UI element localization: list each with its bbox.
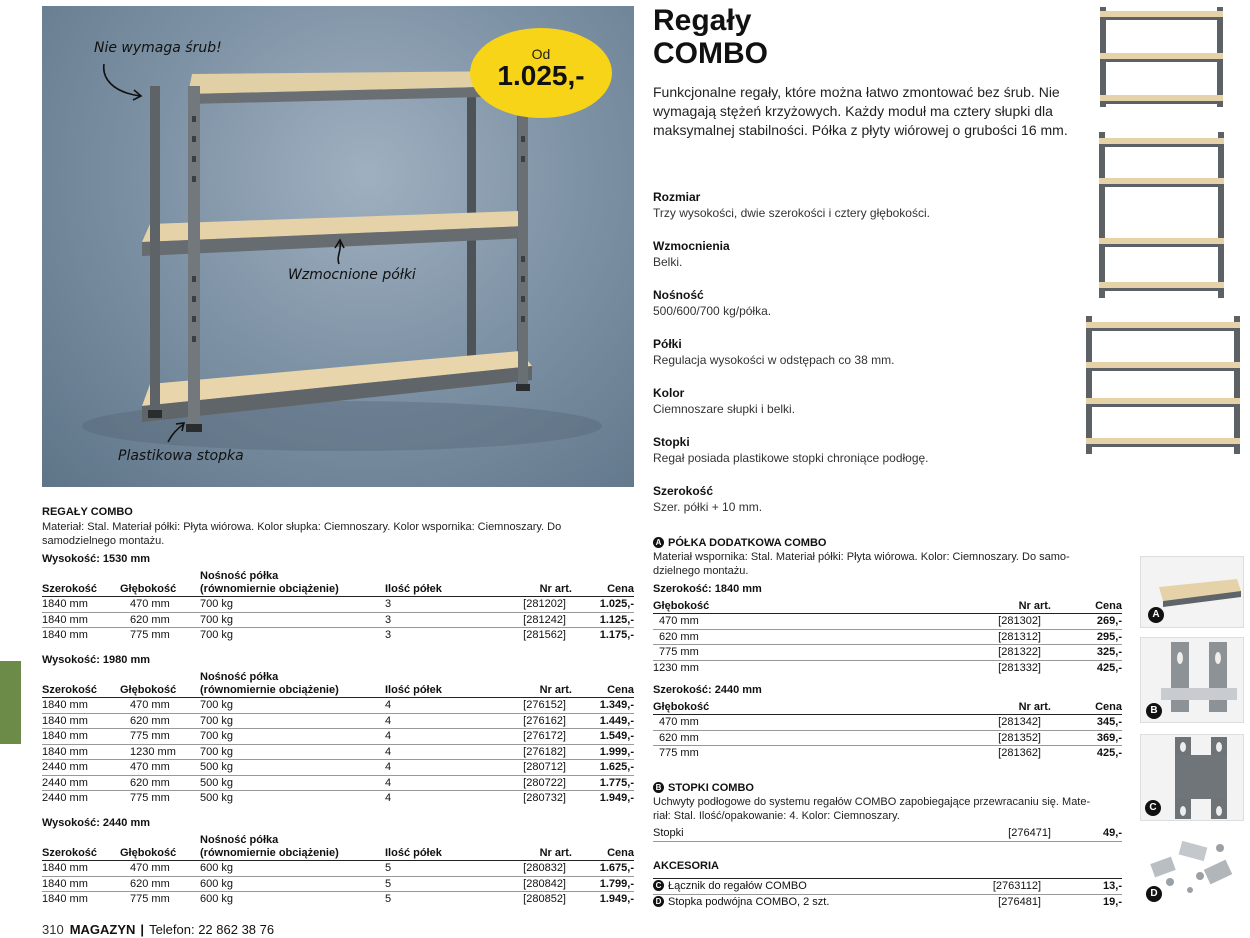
table-row: [653, 660, 1122, 675]
spec-heading: Nośność: [653, 288, 704, 302]
product-description: Funkcjonalne regały, które można łatwo zmontować bez śrub. Nie wymagają stężeń krzyżowych. Każdy moduł ma cztery słupki dla maksymalnej stabilności. Półka z płyty wiórowej o grubości 16 mm.: [653, 84, 1068, 138]
spec-color: [653, 386, 1073, 417]
section-tab: [0, 661, 21, 744]
table-header-row: [42, 671, 634, 698]
cell-depth: 470 mm: [120, 597, 200, 613]
cell-shelves: 5: [385, 892, 495, 907]
cell-art: [280852]: [495, 892, 572, 907]
cell-load: 700 kg: [200, 729, 385, 745]
width-group-label: Szerokość: 1840 mm: [653, 583, 762, 595]
cell-depth: 775 mm: [120, 791, 200, 806]
cell-depth: 470 mm: [120, 861, 200, 877]
spec-heading: Kolor: [653, 386, 685, 400]
feet-title-text: STOPKI COMBO: [668, 782, 754, 794]
col-price: Cena: [1095, 600, 1122, 612]
height-group-label: Wysokość: 2440 mm: [42, 817, 151, 829]
spec-shelves: [653, 337, 1073, 368]
cell-price: 1.999,-: [572, 744, 634, 760]
cell-shelves: 5: [385, 876, 495, 892]
table-row: [42, 628, 634, 643]
cell-width: 1840 mm: [42, 876, 120, 892]
cell-depth: 620 mm: [653, 629, 803, 645]
cell-price: 269,-: [1051, 614, 1122, 630]
cell-shelves: 3: [385, 597, 495, 613]
col-depth: Głębokość: [653, 600, 710, 612]
cell-shelves: 4: [385, 744, 495, 760]
col-load-line1: Nośność półka: [200, 834, 279, 846]
cell-art: [281352]: [803, 730, 1051, 746]
cell-depth: 1230 mm: [120, 744, 200, 760]
price-badge-prefix: Od: [531, 46, 551, 62]
col-shelves: Ilość półek: [385, 847, 442, 859]
table-body: [42, 698, 634, 806]
cell-depth: 620 mm: [653, 730, 803, 746]
cell-price: 1.349,-: [572, 698, 634, 714]
table-row: [653, 715, 1122, 731]
cell-art: [281242]: [495, 612, 572, 628]
cell-price: 1.449,-: [572, 713, 634, 729]
cell-width: 1840 mm: [42, 861, 120, 877]
col-width: Szerokość: [42, 583, 98, 595]
letter-c-icon: C: [653, 880, 664, 891]
shelf-image-4-levels: [1096, 130, 1228, 300]
page-number: 310: [42, 922, 64, 937]
footer-separator: |: [140, 922, 145, 937]
cell-width: 1840 mm: [42, 698, 120, 714]
spec-value: Ciemnoszare słupki i belki.: [653, 402, 796, 416]
table-header-row: [42, 834, 634, 861]
extra-shelf-section: [653, 536, 1123, 761]
cell-art: [276152]: [495, 698, 572, 714]
shelf-image-3-levels: [1097, 5, 1227, 110]
feet-title: [653, 781, 1123, 795]
table-row: [42, 760, 634, 776]
cell-depth: 470 mm: [120, 760, 200, 776]
col-depth: Głębokość: [120, 684, 177, 696]
height-group-1980: [42, 653, 634, 806]
feet-table: [653, 826, 1122, 842]
col-load-line2: (równomiernie obciążenie): [200, 684, 339, 696]
cell-depth: 775 mm: [653, 645, 803, 661]
cell-name: [653, 894, 903, 909]
hero-image: [42, 6, 634, 487]
cell-art: [281202]: [495, 597, 572, 613]
cell-art: [281342]: [803, 715, 1051, 731]
table-row: [42, 861, 634, 877]
table-row: [42, 612, 634, 628]
table-body: [653, 715, 1122, 761]
width-group-label: Szerokość: 2440 mm: [653, 684, 762, 696]
extra-shelf-table: [653, 600, 1122, 675]
col-art: Nr art.: [1018, 600, 1051, 612]
cell-load: 600 kg: [200, 892, 385, 907]
page-footer: [42, 922, 274, 938]
price-badge: [470, 28, 612, 118]
cell-depth: 620 mm: [120, 775, 200, 791]
cell-load: 600 kg: [200, 861, 385, 877]
spec-heading: Stopki: [653, 435, 690, 449]
page-title-line1: Regały: [653, 4, 752, 37]
spec-heading: Wzmocnienia: [653, 239, 730, 253]
spec-value: Belki.: [653, 255, 683, 269]
col-shelves: Ilość półek: [385, 684, 442, 696]
cell-depth: 775 mm: [120, 628, 200, 643]
spec-size: [653, 190, 1073, 221]
cell-shelves: 4: [385, 729, 495, 745]
accessory-name: Stopka podwójna COMBO, 2 szt.: [668, 895, 830, 908]
cell-price: 1.675,-: [572, 861, 634, 877]
cell-art: [281312]: [803, 629, 1051, 645]
col-load-line1: Nośność półka: [200, 570, 279, 582]
cell-art: [2763112]: [903, 879, 1051, 895]
cell-load: 700 kg: [200, 597, 385, 613]
cell-load: 700 kg: [200, 628, 385, 643]
feet-text-line1: Uchwyty podłogowe do systemu regałów COMBO zapobiegające przewracaniu się. Mate-: [653, 796, 1091, 808]
cell-shelves: 4: [385, 760, 495, 776]
product-table: [42, 570, 634, 643]
cell-depth: 620 mm: [120, 612, 200, 628]
cell-name: [653, 879, 903, 895]
cell-price: 1.175,-: [572, 628, 634, 643]
col-depth: Głębokość: [120, 583, 177, 595]
cell-width: 2440 mm: [42, 791, 120, 806]
cell-width: 2440 mm: [42, 775, 120, 791]
accessories-section: [653, 859, 1123, 909]
col-art: Nr art.: [539, 583, 572, 595]
feet-section: [653, 781, 1123, 842]
spec-value: Trzy wysokości, dwie szerokości i cztery głębokości.: [653, 206, 930, 220]
cell-width: 1840 mm: [42, 612, 120, 628]
col-art: Nr art.: [539, 684, 572, 696]
accessories-title: AKCESORIA: [653, 860, 720, 872]
table-row: [42, 892, 634, 907]
cell-depth: 1230 mm: [653, 660, 803, 675]
spec-heading: Szerokość: [653, 484, 714, 498]
accessories-table: [653, 878, 1122, 909]
table-row: [42, 713, 634, 729]
footer-phone: Telefon: 22 862 38 76: [149, 922, 275, 937]
spec-value: Szer. półki + 10 mm.: [653, 500, 763, 514]
cell-depth: 775 mm: [653, 746, 803, 761]
cell-art: [281362]: [803, 746, 1051, 761]
cell-price: 1.799,-: [572, 876, 634, 892]
col-art: Nr art.: [1018, 701, 1051, 713]
feet-art: [276471]: [803, 826, 1051, 841]
table-row: [653, 879, 1122, 895]
letter-a-icon: A: [653, 537, 664, 548]
feet-price: 49,-: [1051, 826, 1122, 841]
extra-shelf-title-text: PÓŁKA DODATKOWA COMBO: [668, 537, 827, 549]
spec-load: [653, 288, 1073, 319]
cell-price: 425,-: [1051, 660, 1122, 675]
cell-art: [281302]: [803, 614, 1051, 630]
cell-load: 500 kg: [200, 760, 385, 776]
cell-price: 425,-: [1051, 746, 1122, 761]
cell-art: [276172]: [495, 729, 572, 745]
table-row: [42, 791, 634, 806]
col-load-line1: Nośność półka: [200, 671, 279, 683]
col-load-line2: (równomiernie obciążenie): [200, 583, 339, 595]
col-load: [200, 570, 385, 597]
table-row: [653, 746, 1122, 761]
table-row: [653, 614, 1122, 630]
letter-d-icon: D: [653, 896, 664, 907]
spec-value: Regał posiada plastikowe stopki chroniące podłogę.: [653, 451, 929, 465]
cell-art: [280722]: [495, 775, 572, 791]
cell-width: 2440 mm: [42, 760, 120, 776]
cell-width: 1840 mm: [42, 729, 120, 745]
table-row: [653, 894, 1122, 909]
col-price: Cena: [607, 847, 634, 859]
cell-price: 325,-: [1051, 645, 1122, 661]
col-load-line2: (równomiernie obciążenie): [200, 847, 339, 859]
cell-depth: 620 mm: [120, 876, 200, 892]
thumb-badge-b: B: [1146, 703, 1162, 719]
cell-shelves: 4: [385, 775, 495, 791]
cell-art: [276481]: [903, 894, 1051, 909]
table-row: [653, 730, 1122, 746]
cell-price: 1.625,-: [572, 760, 634, 776]
col-price: Cena: [607, 684, 634, 696]
table-row: [42, 698, 634, 714]
cell-shelves: 4: [385, 698, 495, 714]
cell-load: 700 kg: [200, 698, 385, 714]
spec-heading: Półki: [653, 337, 682, 351]
col-width: Szerokość: [42, 847, 98, 859]
col-depth: Głębokość: [653, 701, 710, 713]
cell-width: 1840 mm: [42, 744, 120, 760]
cell-load: 500 kg: [200, 791, 385, 806]
cell-price: 295,-: [1051, 629, 1122, 645]
feet-name: Stopki: [653, 826, 803, 841]
table-header-row: [653, 600, 1122, 614]
col-load: [200, 671, 385, 698]
cell-width: 1840 mm: [42, 628, 120, 643]
cell-width: 1840 mm: [42, 597, 120, 613]
cell-price: 13,-: [1051, 879, 1122, 895]
table-row: [42, 775, 634, 791]
footer-magazine: MAGAZYN: [69, 922, 136, 937]
table-row: [42, 876, 634, 892]
cell-depth: 620 mm: [120, 713, 200, 729]
table-row: [42, 744, 634, 760]
col-price: Cena: [607, 583, 634, 595]
cell-depth: 775 mm: [120, 729, 200, 745]
spec-reinforcements: [653, 239, 1073, 270]
cell-price: 1.949,-: [572, 892, 634, 907]
height-group-label: Wysokość: 1530 mm: [42, 553, 151, 565]
cell-load: 700 kg: [200, 713, 385, 729]
table-header-row: [42, 570, 634, 597]
height-group-2440: [42, 816, 634, 907]
height-group-label: Wysokość: 1980 mm: [42, 654, 151, 666]
col-load: [200, 834, 385, 861]
cell-art: [281332]: [803, 660, 1051, 675]
cell-width: 1840 mm: [42, 892, 120, 907]
callout-plastic-foot: Plastikowa stopka: [118, 448, 244, 464]
table-row: [653, 629, 1122, 645]
table-row: [42, 729, 634, 745]
callout-reinforced-shelves: Wzmocnione półki: [288, 267, 416, 283]
cell-art: [281562]: [495, 628, 572, 643]
col-shelves: Ilość półek: [385, 583, 442, 595]
table-row: [653, 645, 1122, 661]
cell-art: [280832]: [495, 861, 572, 877]
table-body: [42, 597, 634, 643]
spec-width: [653, 484, 1073, 515]
extra-shelf-text-line1: Materiał wspornika: Stal. Materiał półki: Płyta wiórowa. Kolor: Ciemnoszary. Do samo-: [653, 551, 1070, 563]
thumb-badge-d: D: [1146, 886, 1162, 902]
col-depth: Głębokość: [120, 847, 177, 859]
main-product-text: Materiał: Stal. Materiał półki: Płyta wiórowa. Kolor słupka: Ciemnoszary. Kolor wspornika: Ciemnoszary. Do samodzielnego montażu.: [42, 521, 562, 547]
cell-shelves: 4: [385, 713, 495, 729]
spec-value: Regulacja wysokości w odstępach co 38 mm.: [653, 353, 895, 367]
cell-price: 345,-: [1051, 715, 1122, 731]
cell-price: 1.549,-: [572, 729, 634, 745]
cell-shelves: 5: [385, 861, 495, 877]
extra-shelf-table: [653, 701, 1122, 761]
thumb-badge-a: A: [1148, 607, 1164, 623]
product-table: [42, 671, 634, 806]
extra-shelf-text-line2: dzielnego montażu.: [653, 565, 749, 577]
cell-load: 500 kg: [200, 775, 385, 791]
table-body: [42, 861, 634, 907]
table-row: [42, 597, 634, 613]
col-art: Nr art.: [539, 847, 572, 859]
thumb-badge-c: C: [1145, 800, 1161, 816]
page-title-line2: COMBO: [653, 37, 768, 70]
cell-depth: 470 mm: [653, 715, 803, 731]
table-body: [653, 614, 1122, 676]
height-group-1530: [42, 552, 634, 643]
cell-load: 700 kg: [200, 744, 385, 760]
shelf-image-wide: [1083, 314, 1243, 456]
cell-depth: 470 mm: [653, 614, 803, 630]
extra-shelf-title: [653, 536, 1123, 550]
cell-price: 1.025,-: [572, 597, 634, 613]
table-row: [653, 826, 1122, 841]
spec-value: 500/600/700 kg/półka.: [653, 304, 772, 318]
cell-shelves: 3: [385, 612, 495, 628]
cell-price: 1.775,-: [572, 775, 634, 791]
cell-price: 19,-: [1051, 894, 1122, 909]
accessories-body: [653, 879, 1122, 910]
cell-art: [281322]: [803, 645, 1051, 661]
price-badge-value: 1.025,-: [497, 60, 585, 91]
callout-no-screws: Nie wymaga śrub!: [94, 40, 222, 56]
page-title: [653, 4, 768, 70]
table-header-row: [653, 701, 1122, 715]
main-product-section: [42, 505, 634, 548]
letter-b-icon: B: [653, 782, 664, 793]
col-width: Szerokość: [42, 684, 98, 696]
cell-price: 1.125,-: [572, 612, 634, 628]
cell-price: 1.949,-: [572, 791, 634, 806]
cell-width: 1840 mm: [42, 713, 120, 729]
cell-shelves: 3: [385, 628, 495, 643]
cell-depth: 775 mm: [120, 892, 200, 907]
cell-price: 369,-: [1051, 730, 1122, 746]
spec-heading: Rozmiar: [653, 190, 701, 204]
cell-depth: 470 mm: [120, 698, 200, 714]
cell-shelves: 4: [385, 791, 495, 806]
cell-load: 700 kg: [200, 612, 385, 628]
col-price: Cena: [1095, 701, 1122, 713]
cell-art: [276162]: [495, 713, 572, 729]
cell-art: [276182]: [495, 744, 572, 760]
cell-art: [280712]: [495, 760, 572, 776]
cell-load: 600 kg: [200, 876, 385, 892]
accessory-name: Łącznik do regałów COMBO: [668, 880, 807, 892]
main-product-title: REGAŁY COMBO: [42, 506, 133, 518]
cell-art: [280732]: [495, 791, 572, 806]
product-table: [42, 834, 634, 907]
feet-text-line2: riał: Stal. Ilość/opakowanie: 4. Kolor: Ciemnoszary.: [653, 810, 900, 822]
cell-art: [280842]: [495, 876, 572, 892]
spec-feet: [653, 435, 1073, 466]
